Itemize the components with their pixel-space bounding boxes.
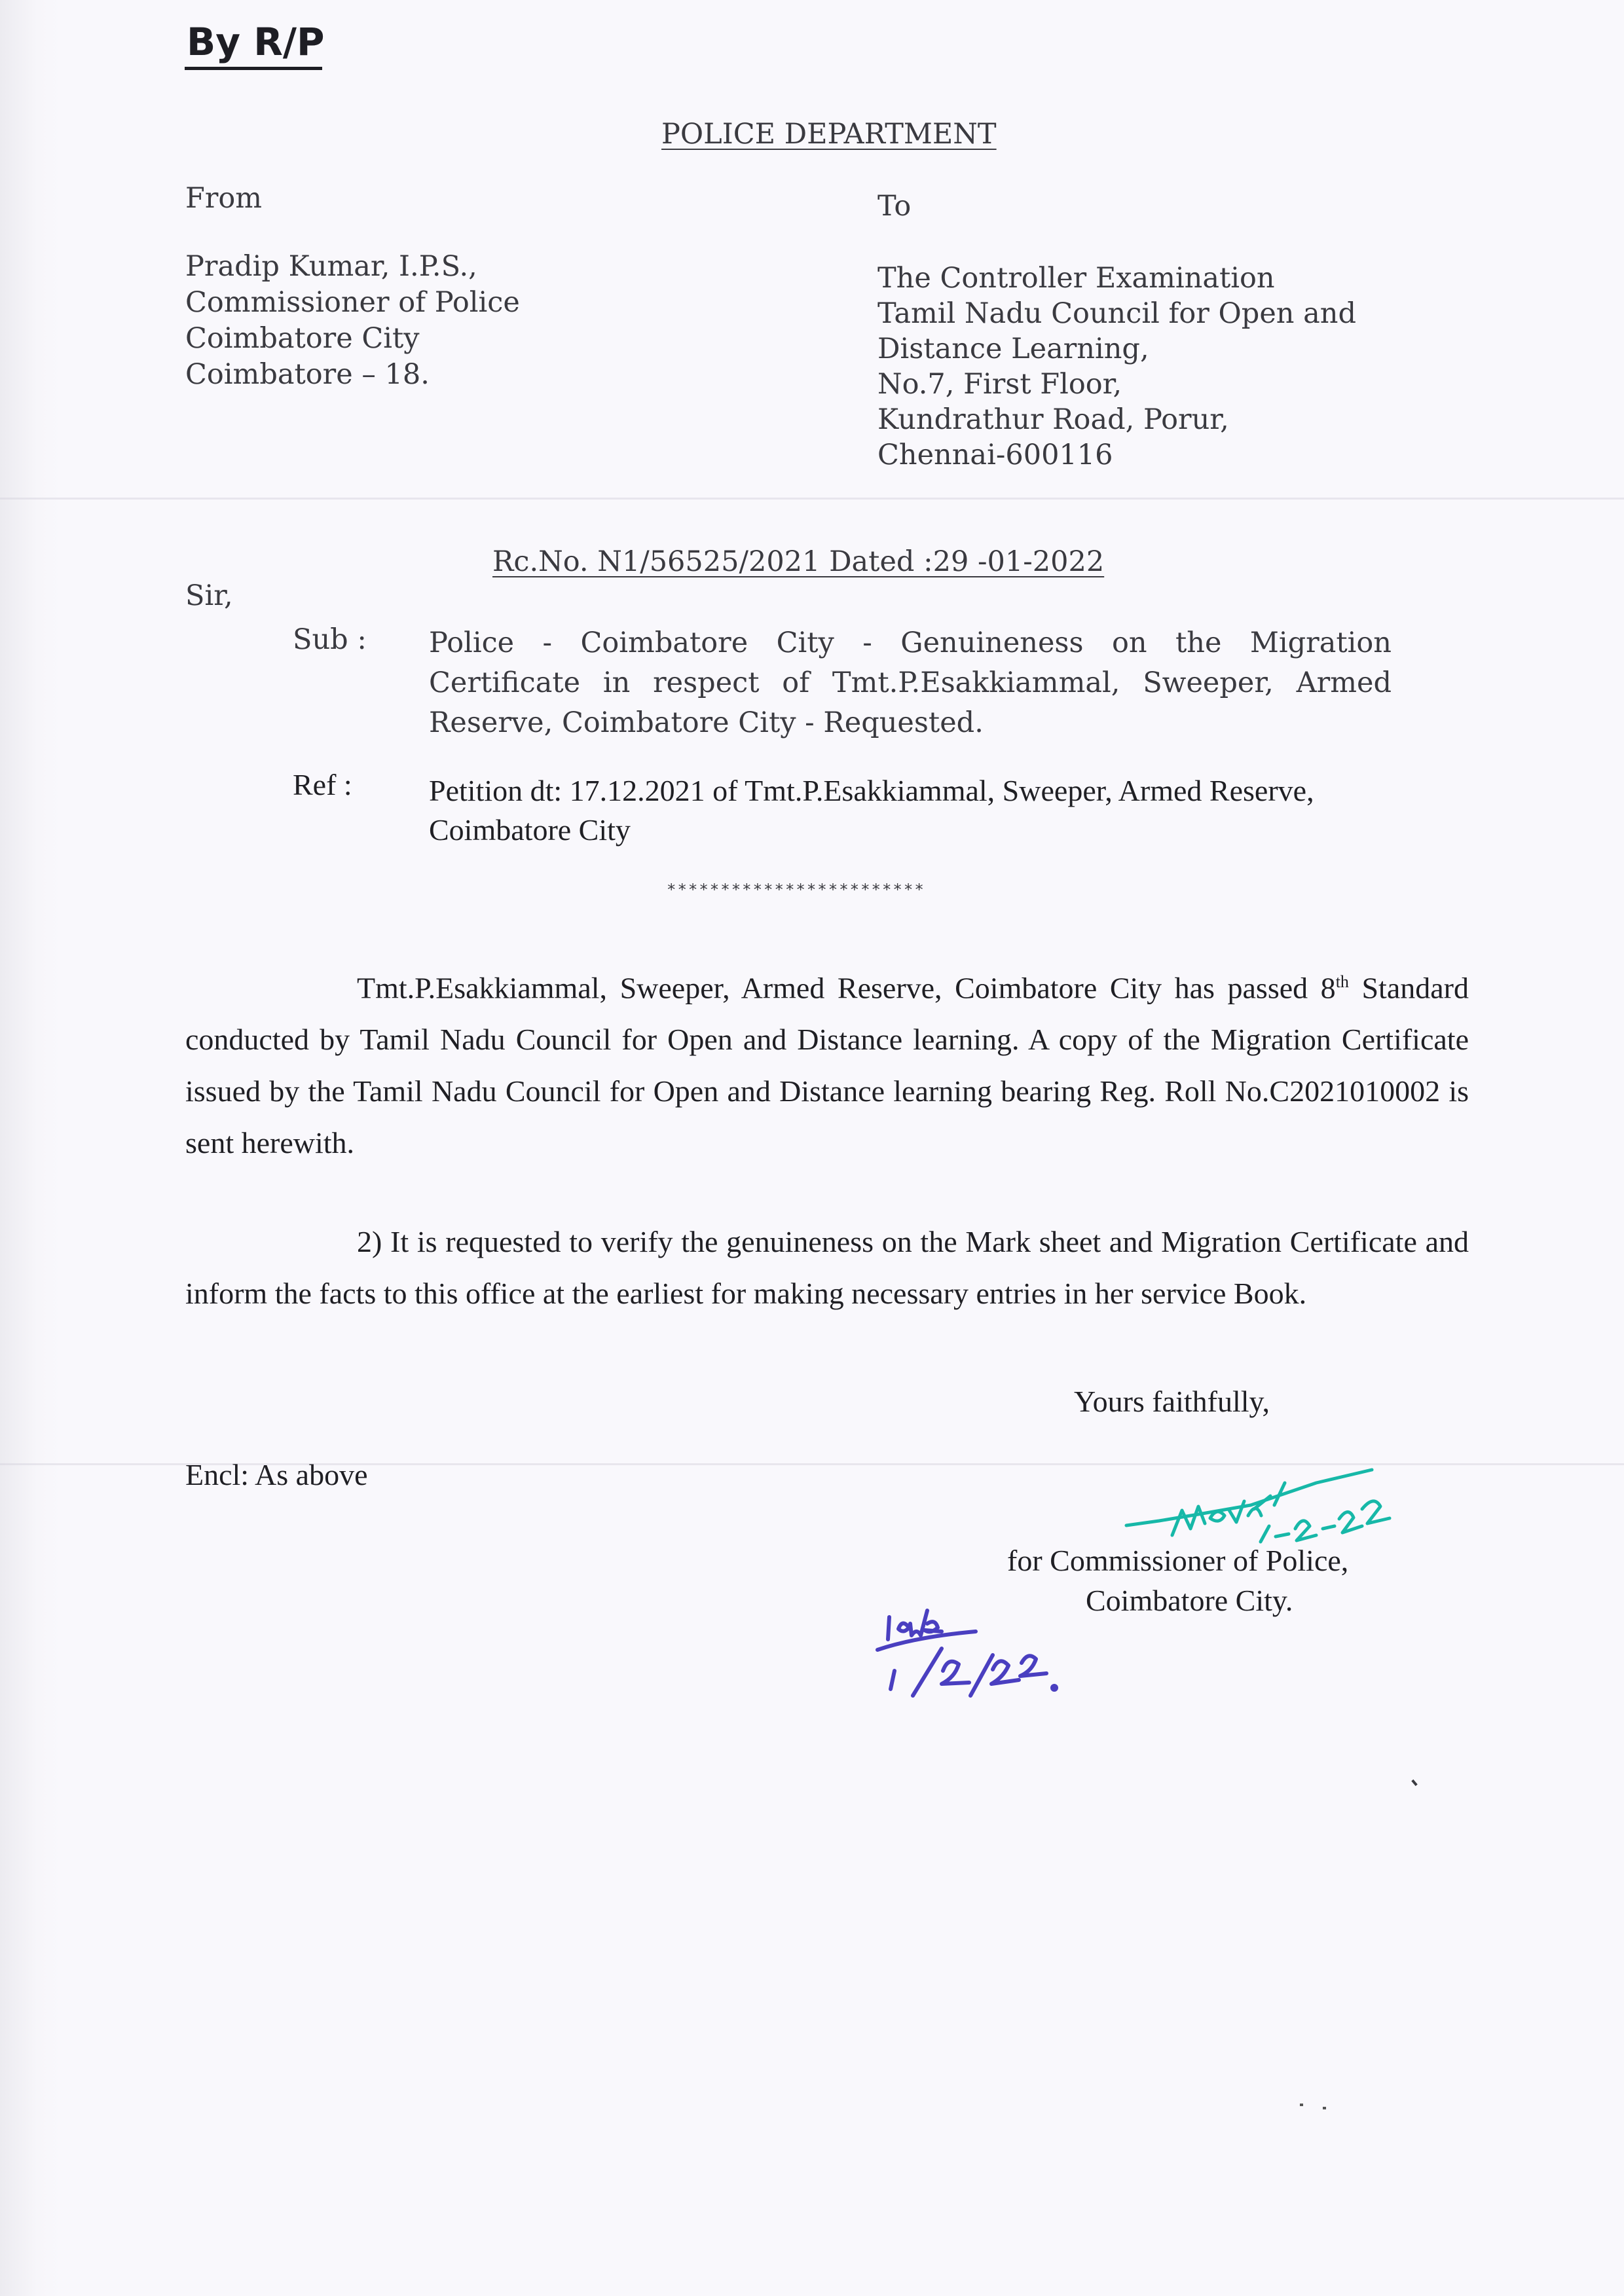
subject-label: Sub :: [293, 623, 367, 656]
department-heading: POLICE DEPARTMENT: [661, 118, 997, 151]
enclosure-note: Encl: As above: [185, 1458, 368, 1491]
to-label: To: [877, 190, 912, 223]
recipient-line: Chennai-600116: [877, 439, 1113, 471]
body-paragraph-2: [185, 1216, 1469, 1319]
scanned-page-edge: [0, 0, 62, 2296]
from-label: From: [185, 182, 263, 215]
dispatch-stamp: By R/P: [187, 20, 325, 64]
recipient-address: [877, 261, 1356, 473]
closing-salutation: Yours faithfully,: [1074, 1385, 1270, 1418]
signatory-line-2: Coimbatore City.: [1086, 1584, 1293, 1617]
paragraph-1-text-cont: Standard conducted by Tamil Nadu Council for Open and Distance learning. A copy of the Migration Certificate issued by the Tamil Nadu Council for Open and Distance learning bearing Reg. Roll No.C2021010002 is sent herewith.: [185, 971, 1469, 1160]
sender-line: Coimbatore – 18.: [185, 358, 430, 391]
recipient-line: Tamil Nadu Council for Open and: [877, 297, 1356, 330]
sender-address: [185, 249, 520, 393]
sender-line: Commissioner of Police: [185, 286, 520, 319]
reference-number: Rc.No. N1/56525/2021 Dated :29 -01-2022: [492, 545, 1105, 578]
paper-fold-line: [0, 498, 1624, 500]
sender-line: Pradip Kumar, I.P.S.,: [185, 250, 477, 283]
recipient-line: Kundrathur Road, Porur,: [877, 403, 1229, 436]
blue-handwritten-initial: [864, 1597, 1074, 1702]
stamp-underline: [185, 67, 322, 70]
paragraph-2-text: 2) It is requested to verify the genuineness on the Mark sheet and Migration Certificate and inform the facts to this office at the earliest for making necessary entries in her service Book.: [185, 1225, 1469, 1310]
recipient-line: No.7, First Floor,: [877, 368, 1122, 401]
salutation: Sir,: [185, 579, 233, 612]
paragraph-1-text: Tmt.P.Esakkiammal, Sweeper, Armed Reserve, Coimbatore City has passed 8: [357, 971, 1336, 1005]
reference-text: Petition dt: 17.12.2021 of Tmt.P.Esakkiammal, Sweeper, Armed Reserve, Coimbatore City: [429, 774, 1314, 847]
scan-speck: [1323, 2107, 1326, 2109]
sender-line: Coimbatore City: [185, 322, 420, 355]
green-handwritten-initial: [1120, 1463, 1401, 1555]
separator-asterisks: ************************: [667, 881, 925, 899]
recipient-line: Distance Learning,: [877, 333, 1149, 365]
scan-speck: [1300, 2104, 1303, 2106]
subject-text: Police - Coimbatore City - Genuineness on the Migration Certificate in respect of Tmt.P.Esakkiammal, Sweeper, Armed Reserve, Coimbatore City - Requested.: [429, 627, 1392, 739]
ordinal-suffix: th: [1335, 972, 1349, 991]
recipient-line: The Controller Examination: [877, 262, 1275, 295]
scan-speck: [1411, 1779, 1417, 1786]
body-paragraph-1: [185, 956, 1469, 1169]
reference-label: Ref :: [293, 768, 352, 801]
signatory-line-1: for Commissioner of Police,: [1007, 1544, 1349, 1577]
